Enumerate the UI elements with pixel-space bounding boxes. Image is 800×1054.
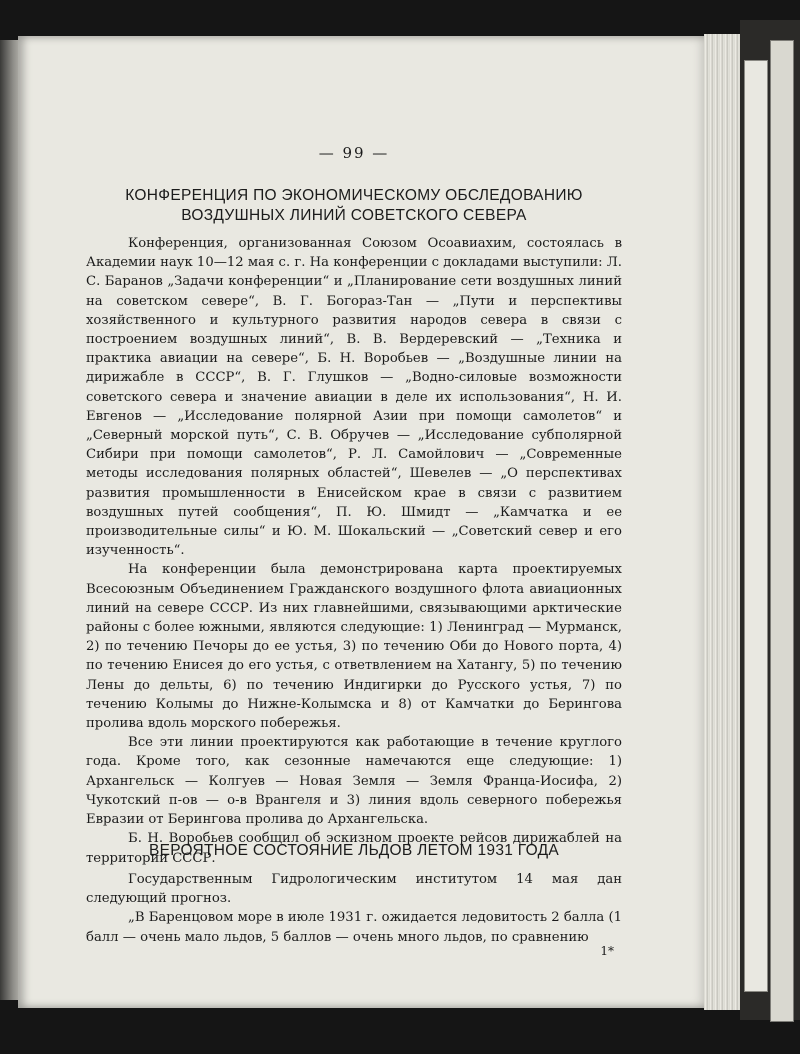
book-page (18, 36, 708, 1008)
second-article-body (86, 870, 622, 947)
printer-signature-mark: 1* (600, 944, 614, 958)
article-body (86, 234, 622, 868)
article-paragraph: Государственным Гидрологическим институтом 14 мая дан следующий прогноз. (86, 872, 622, 907)
edge-strip (770, 40, 794, 1022)
book-side-edge (740, 20, 800, 1020)
article-paragraph: Все эти линии проектируются как работающие в течение круглого года. Кроме того, как сезонные намечаются еще следующие: 1) Архангельск — Колгуев — Новая Земля — Земля Франца-Иосифа, 2) Чукотский п-ов — о-в Врангеля и 3) линия вдоль северного побережья Евразии от Берингова пролива до Архангельска. (86, 735, 622, 828)
article-title-line-2: ВОЗДУШНЫХ ЛИНИЙ СОВЕТСКОГО СЕВЕРА (181, 207, 527, 224)
second-article-title: ВЕРОЯТНОЕ СОСТОЯНИЕ ЛЬДОВ ЛЕТОМ 1931 ГОДА (148, 842, 560, 859)
page-number: — 99 — (318, 144, 390, 162)
article-paragraph: На конференции была демонстрирована карта проектируемых Всесоюзным Объединением Гражданского воздушного флота авиационных линий на севере СССР. Из них главнейшими, связывающими арктические районы с более южными, являются следующие: 1) Ленинград — Мурманск, 2) по течению Печоры до ее устья, 3) по течению Оби до Нового порта, 4) по течению Енисея до его устья, с ответвлением на Хатангу, 5) по течению Лены до дельты, 6) по течению Индигирки до Русского устья, 7) по течению Колымы до Нижне-Колымска и 8) от Камчатки до Берингова пролива вдоль морского побережья. (86, 562, 622, 732)
article-paragraph: Б. Н. Воробьев сообщил об эскизном проекте рейсов дирижаблей на территории СССР. (86, 831, 622, 866)
article-paragraph: Конференция, организованная Союзом Осоавиахим, состоялась в Академии наук 10—12 мая с. г. На конференции с докладами выступили: Л. С. Баранов „Задачи конференции“ и „Планирование сети воздушных линий на советском севере“, В. Г. Богораз-Тан — „Пути и перспективы хозяйственного и культурного развития народов севера в связи с построением воздушных линий“, В. В. Вердеревский — „Техника и практика авиации на севере“, Б. Н. Воробьев — „Воздушные линии на дирижабле в СССР“, В. Г. Глушков — „Водно-силовые возможности советского севера и значение авиации в деле их использования“, Н. И. Евгенов — „Исследование полярной Азии при помощи самолетов“ и „Северный морской путь“, С. В. Обручев — „Исследование субполярной Сибири при помощи самолетов“, Р. Л. Самойлович — „Современные методы исследования полярных областей“, Шевелев — „О перспективах развития промышленности в Енисейском крае в связи с развитием воздушных путей сообщения“, П. Ю. Шмидт — „Камчатка и ее производительные силы“ и Ю. М. Шокальский — „Советский север и его изученность“. (86, 236, 622, 559)
article-title (86, 186, 622, 226)
edge-strip (744, 60, 768, 992)
article-title-line-1: КОНФЕРЕНЦИЯ ПО ЭКОНОМИЧЕСКОМУ ОБСЛЕДОВАНИЮ (125, 187, 583, 204)
article-paragraph: „В Баренцовом море в июле 1931 г. ожидается ледовитость 2 балла (1 балл — очень мало льдов, 5 баллов — очень много льдов, по сравнению (86, 910, 622, 945)
